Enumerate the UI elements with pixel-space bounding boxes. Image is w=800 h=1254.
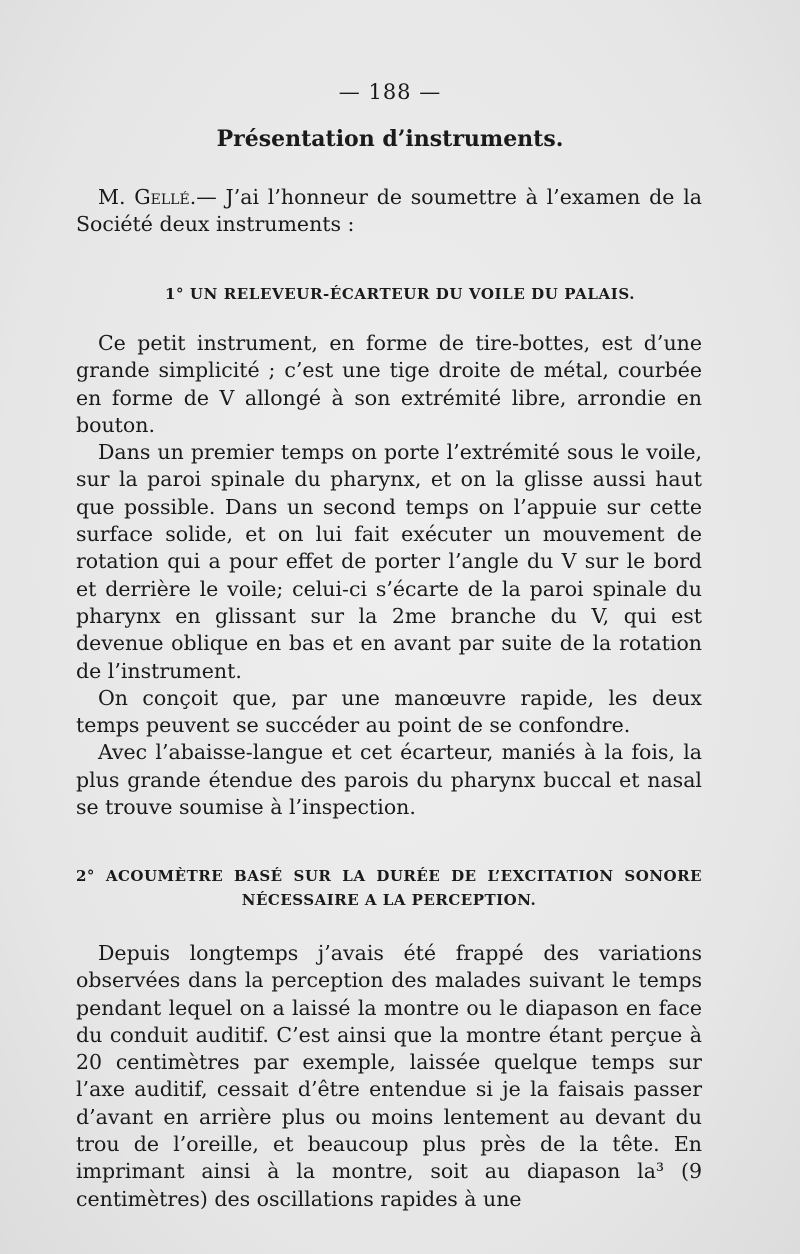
paragraph: Avec l’abaisse-langue et cet écarteur, maniés à la fois, la plus grande étendue des parois du pharynx buccal et nasal se trouve soumise à l’inspection. xyxy=(76,740,702,820)
paragraph: Dans un premier temps on porte l’extrémité sous le voile, sur la paroi spinale du pharynx, et on la glisse aussi haut que possible. Dans un second temps on l’appuie sur cette surface solide, et on lui fait exécuter un mouvement de rotation qui a pour effet de porter l’angle du V sur le bord et derrière le voile; celui-ci s’écarte de la paroi spinale du pharynx en glissant sur la 2me branche du V, qui est devenue oblique en bas et en avant par suite de la rotation de l’instrument. xyxy=(76,440,702,683)
paragraph: Ce petit instrument, en forme de tire-bottes, est d’une grande simplicité ; c’est une tige droite de métal, courbée en forme de V allongé à son extrémité libre, arrondie en bouton. xyxy=(76,331,702,437)
speaker-name: M. Gellé. xyxy=(98,185,197,209)
instrument1-body xyxy=(76,330,702,821)
intro-paragraph xyxy=(76,184,702,239)
instrument2-heading-line2: NÉCESSAIRE A LA PERCEPTION. xyxy=(241,891,537,909)
page-number: — 188 — xyxy=(338,80,442,104)
paragraph: On conçoit que, par une manœuvre rapide, les deux temps peuvent se succéder au point de se confondre. xyxy=(76,685,702,738)
instrument2-body xyxy=(76,940,702,1213)
paragraph: Depuis longtemps j’avais été frappé des variations observées dans la perception des malades suivant le temps pendant lequel on a laissé la montre ou le diapason en face du conduit auditif. C’est ainsi que la montre étant perçue à 20 centimètres par exemple, laissée quelque temps sur l’axe auditif, cessait d’être entendue si je la faisais passer d’avant en arrière plus ou moins lentement au devant du trou de l’oreille, et beaucoup plus près de la tête. En imprimant ainsi à la montre, soit au diapason la³ (9 centimètres) des oscillations rapides à une xyxy=(76,941,702,1211)
instrument2-heading-line1: 2° ACOUMÈTRE BASÉ SUR LA DURÉE DE L’EXCITATION SONORE xyxy=(76,867,702,885)
instrument2-heading xyxy=(76,864,702,912)
intro-text: — J’ai l’honneur de soumettre à l’examen de la Société deux instruments : xyxy=(76,185,702,237)
instrument1-heading: 1° UN RELEVEUR-ÉCARTEUR DU VOILE DU PALAIS. xyxy=(164,285,636,303)
section-title: Présentation d’instruments. xyxy=(216,126,564,152)
